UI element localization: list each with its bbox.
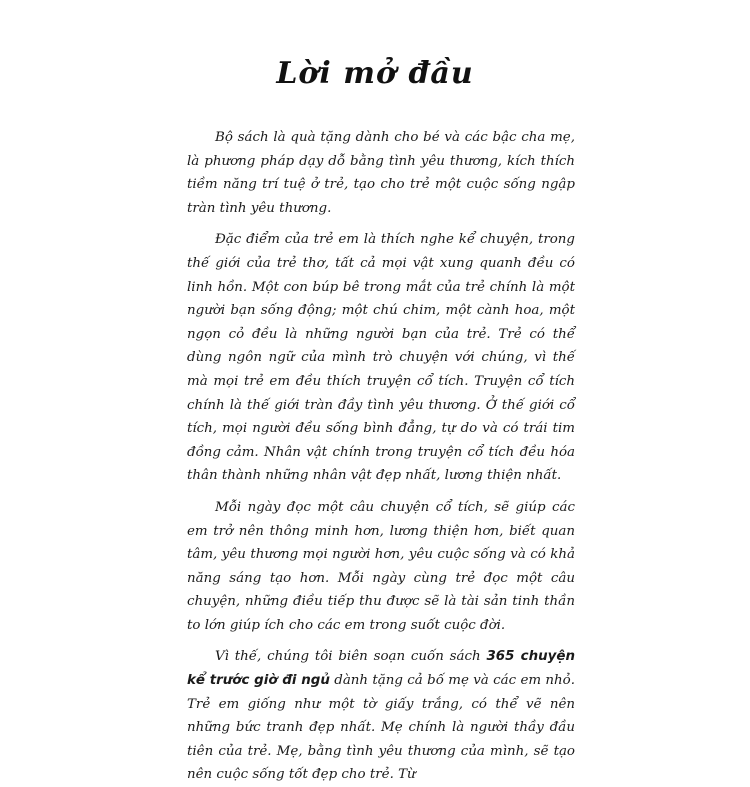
page-title: Lời mở đầu [276, 56, 474, 91]
paragraph-4-rest: dành tặng cả bố mẹ và các em nhỏ. Trẻ em giống như một tờ giấy trắng, có thể vẽ nên những bức tranh đẹp nhất. Mẹ chính là người thầy đầu tiên của trẻ. Mẹ, bằng tình yêu thương của mình, sẽ tạo nên cuộc sống tốt đẹp cho trẻ. Từ [187, 673, 575, 783]
book-title-highlight: 365 chuyện kể trước giờ đi ngủ [187, 649, 575, 689]
paragraph-4 [187, 645, 575, 787]
paragraph-3: Mỗi ngày đọc một câu chuyện cổ tích, sẽ giúp các em trở nên thông minh hơn, lương thiện hơn, biết quan tâm, yêu thương mọi người hơn, yêu cuộc sống và có khả năng sáng tạo hơn. Mỗi ngày cùng trẻ đọc một câu chuyện, những điều tiếp thu được sẽ là tài sản tinh thần to lớn giúp ích cho các em trong suốt cuộc đời. [187, 499, 575, 633]
paragraph-1: Bộ sách là quà tặng dành cho bé và các bậc cha mẹ, là phương pháp dạy dỗ bằng tình yêu thương, kích thích tiềm năng trí tuệ ở trẻ, tạo cho trẻ một cuộc sống ngập tràn tình yêu thương. [187, 130, 575, 216]
paragraph-4-lead: Vì thế, chúng tôi biên soạn cuốn sách [215, 649, 487, 665]
paragraph-2: Đặc điểm của trẻ em là thích nghe kể chuyện, trong thế giới của trẻ thơ, tất cả mọi vật xung quanh đều có linh hồn. Một con búp bê trong mắt của trẻ chính là một người bạn sống động; một chú chim, một cành hoa, một ngọn cỏ đều là những người bạn của trẻ. Trẻ có thể dùng ngôn ngữ của mình trò chuyện với chúng, vì thế mà mọi trẻ em đều thích truyện cổ tích. Truyện cổ tích chính là thế giới tràn đầy tình yêu thương. Ở thế giới cổ tích, mọi người đều sống bình đẳng, tự do và có trái tim đồng cảm. Nhân vật chính trong truyện cổ tích đều hóa thân thành những nhân vật đẹp nhất, lương thiện nhất. [187, 232, 575, 484]
preface-body [187, 126, 575, 787]
